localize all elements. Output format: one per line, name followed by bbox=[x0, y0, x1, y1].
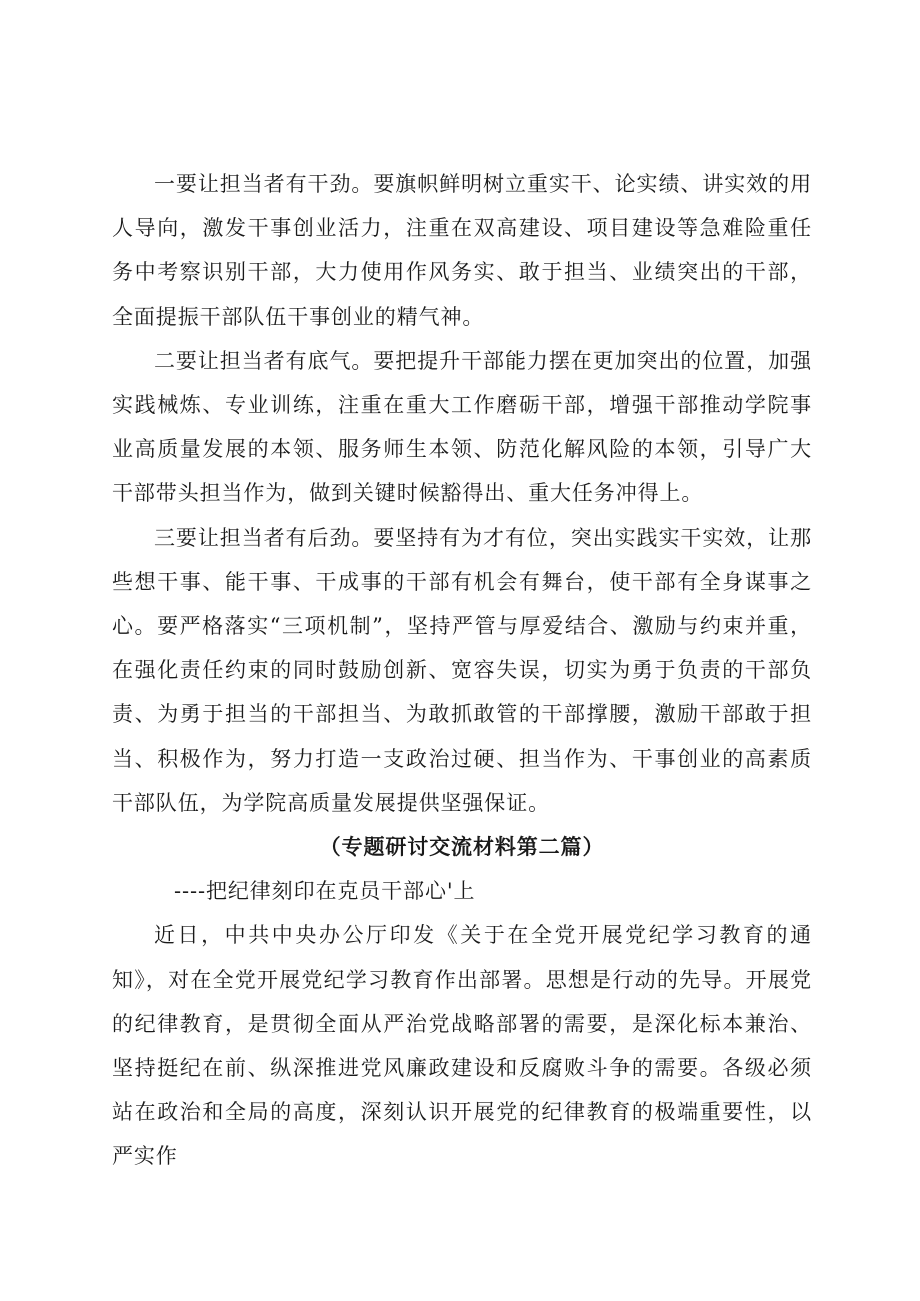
section-subtitle: ----把纪律刻印在克员干部心'上 bbox=[174, 879, 476, 904]
paragraph-4: 近日，中共中央办公厅印发《关于在全党开展党纪学习教育的通知》，对在全党开展党纪学习教育作出部署。思想是行动的先导。开展党的纪律教育，是贯彻全面从严治党战略部署的需要，是深化标本兼治、坚持挺纪在前、纵深推进党风廉政建设和反腐败斗争的需要。各级必须站在政治和全局的高度，深刻认识开展党的纪律教育的极端重要性，以严实作 bbox=[112, 923, 812, 1169]
section-title: （专题研讨交流材料第二篇） bbox=[319, 834, 605, 860]
paragraph-1: 一要让担当者有干劲。要旗帜鲜明树立重实干、论实绩、讲实效的用人导向，激发干事创业活力，注重在双高建设、项目建设等急难险重任务中考察识别干部，大力使用作风务实、敢于担当、业绩突出的干部，全面提振干部队伍干事创业的精气神。 bbox=[112, 172, 812, 329]
paragraph-3: 三要让担当者有后劲。要坚持有为才有位，突出实践实干实效，让那些想干事、能干事、干成事的干部有机会有舞台，使干部有全身谋事之心。要严格落实“三项机制”，坚持严管与厚爱结合、激励与约束并重，在强化责任约束的同时鼓励创新、宽容失误，切实为勇于负责的干部负责、为勇于担当的干部担当、为敢抓敢管的干部撑腰，激励干部敢于担当、积极作为，努力打造一支政治过硬、担当作为、干事创业的高素质干部队伍，为学院高质量发展提供坚强保证。 bbox=[112, 525, 812, 815]
paragraph-2: 二要让担当者有底气。要把提升干部能力摆在更加突出的位置，加强实践械炼、专业训练，注重在重大工作磨砺干部，增强干部推动学院事业高质量发展的本领、服务师生本领、防范化解风险的本领，引导广大干部带头担当作为，做到关键时候豁得出、重大任务冲得上。 bbox=[112, 348, 812, 506]
document-page bbox=[112, 162, 812, 1179]
